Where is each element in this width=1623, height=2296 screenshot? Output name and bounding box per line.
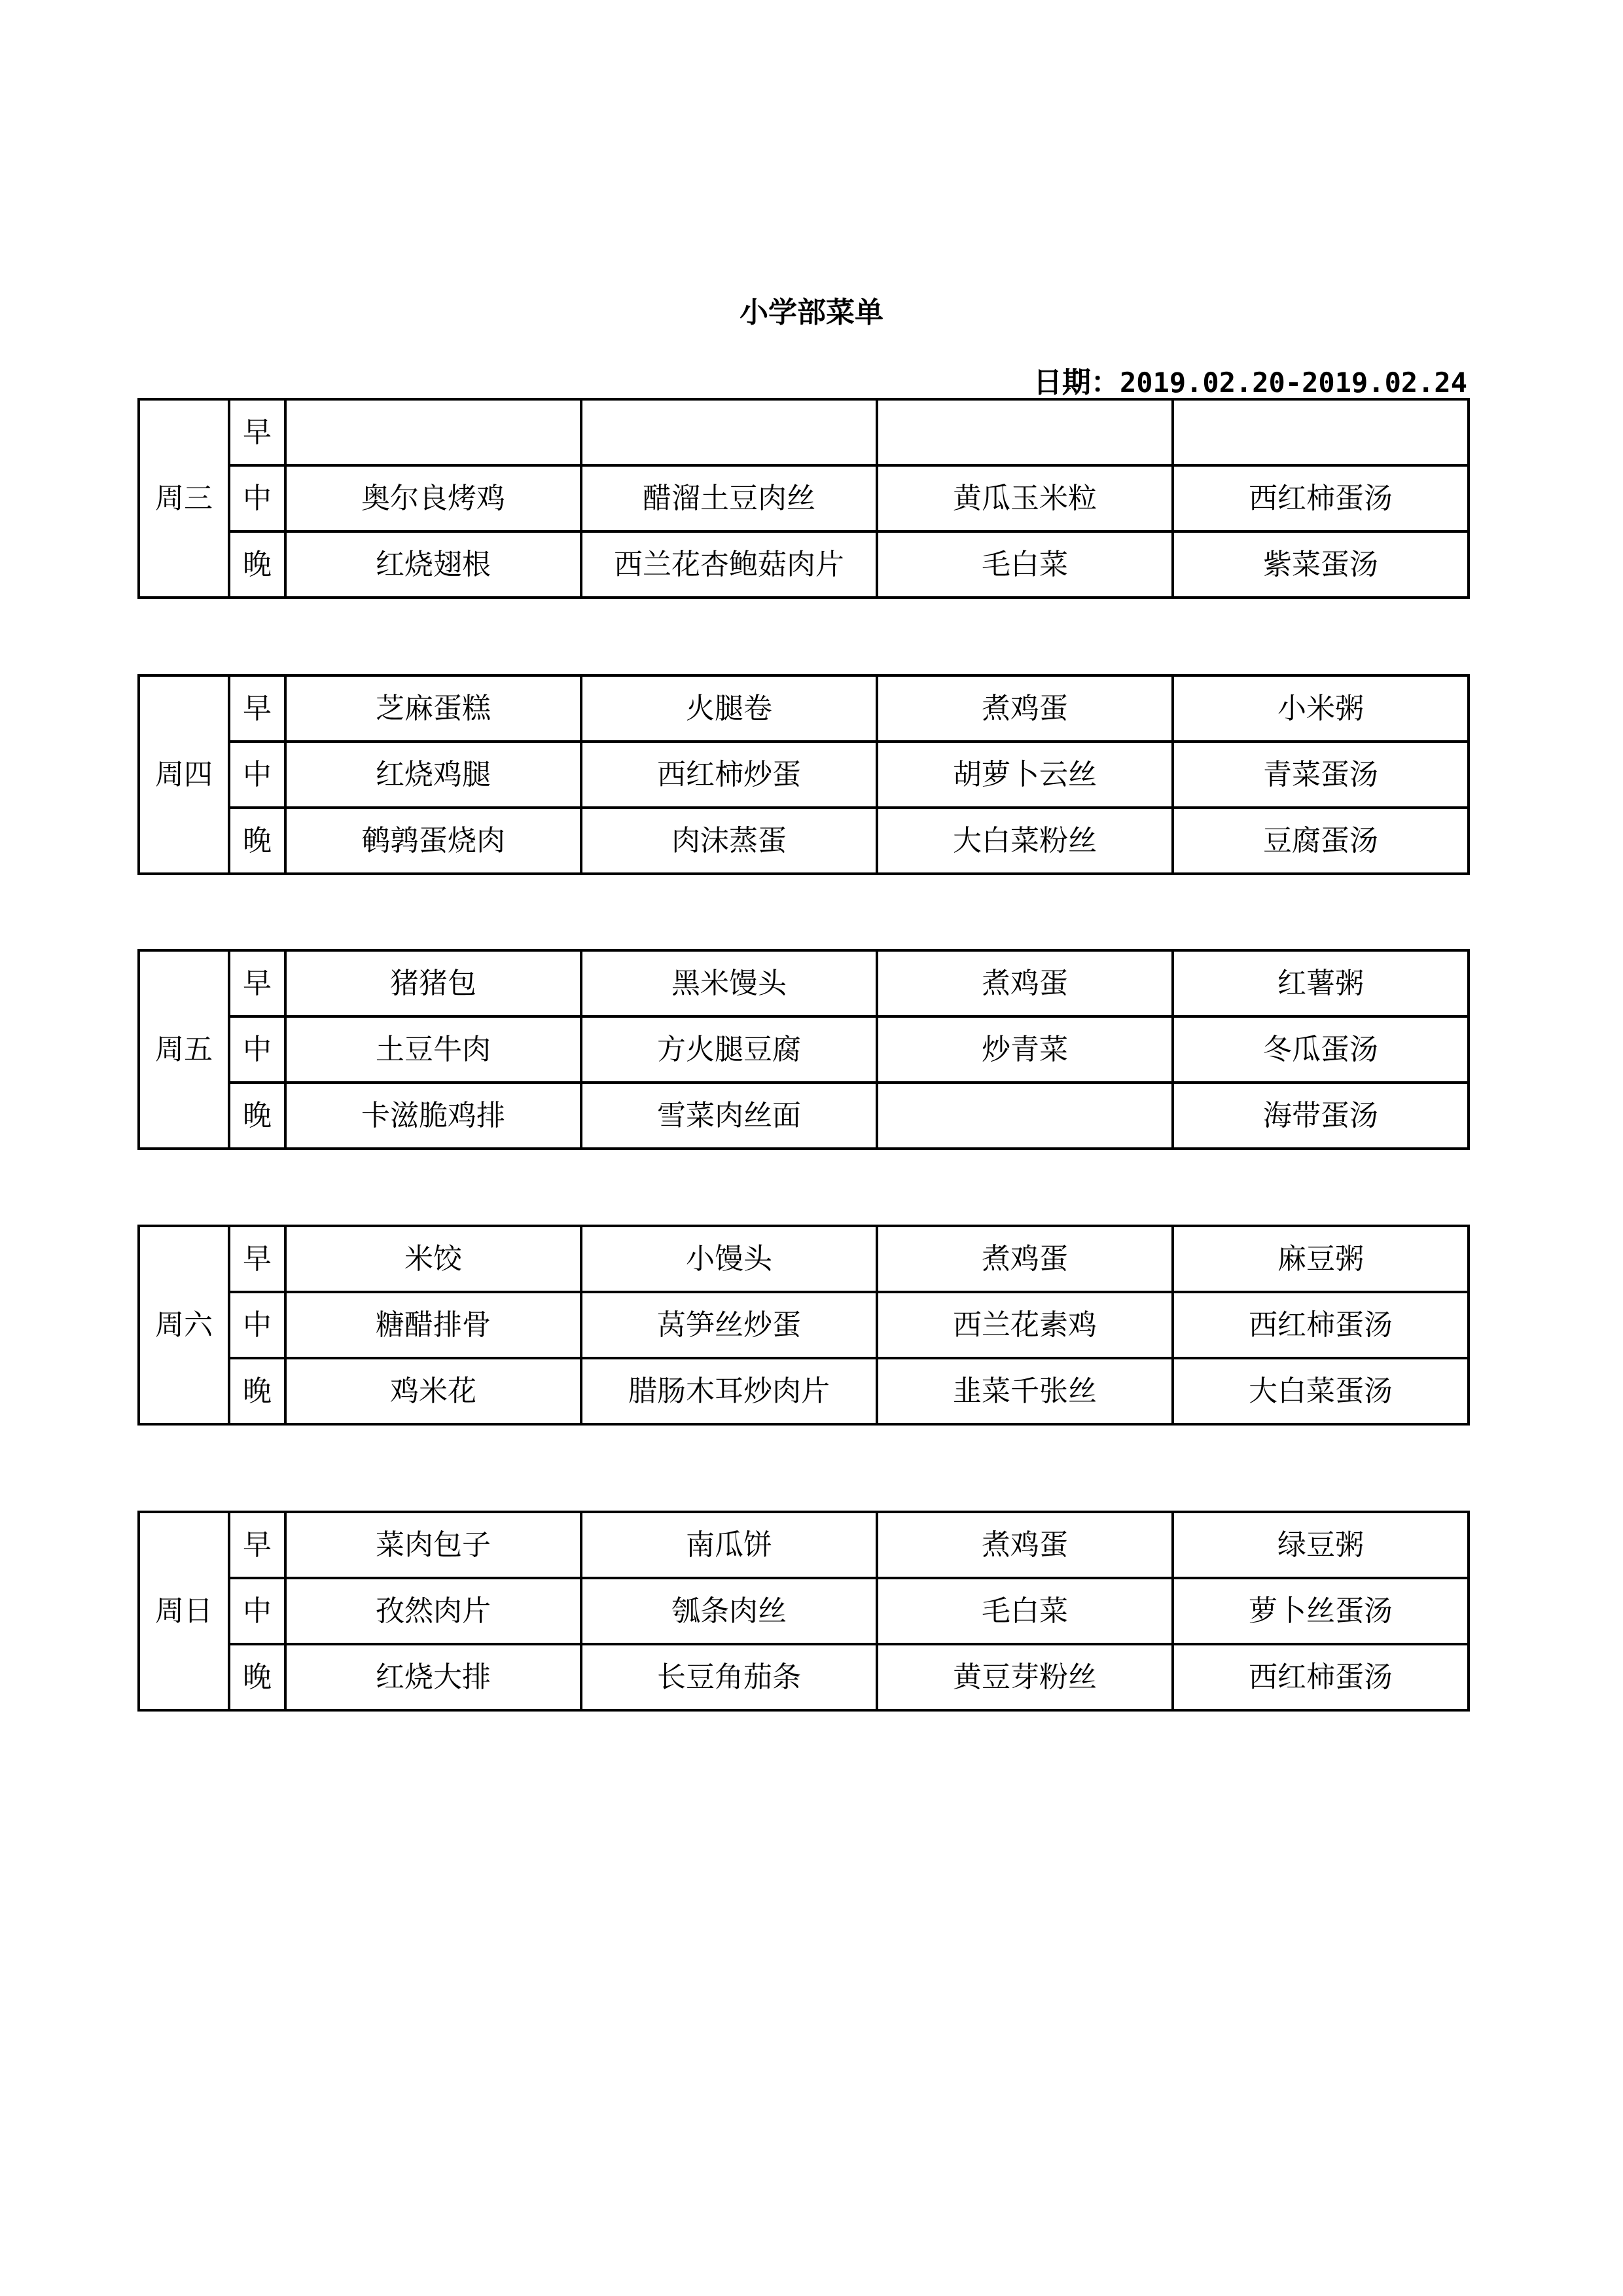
table-row <box>139 465 1469 531</box>
dish-cell: 毛白菜 <box>877 1578 1173 1644</box>
day-cell: 周四 <box>139 675 229 874</box>
dish-cell: 奥尔良烤鸡 <box>285 465 581 531</box>
table-row <box>139 808 1469 874</box>
dish-cell: 红烧翅根 <box>285 531 581 598</box>
meal-cell: 晚 <box>229 531 285 598</box>
dish-cell: 孜然肉片 <box>285 1578 581 1644</box>
dish-cell: 煮鸡蛋 <box>877 1226 1173 1292</box>
dish-cell: 醋溜土豆肉丝 <box>581 465 877 531</box>
meal-cell: 早 <box>229 1226 285 1292</box>
dish-cell: 毛白菜 <box>877 531 1173 598</box>
dish-cell: 火腿卷 <box>581 675 877 742</box>
menu-table-saturday <box>137 1225 1470 1426</box>
dish-cell: 黄豆芽粉丝 <box>877 1644 1173 1710</box>
menu-table-friday <box>137 949 1470 1150</box>
table-row <box>139 675 1469 742</box>
dish-cell: 糖醋排骨 <box>285 1292 581 1358</box>
dish-cell: 莴笋丝炒蛋 <box>581 1292 877 1358</box>
dish-cell: 大白菜蛋汤 <box>1173 1358 1469 1424</box>
dish-cell: 萝卜丝蛋汤 <box>1173 1578 1469 1644</box>
meal-cell: 中 <box>229 465 285 531</box>
dish-cell: 芝麻蛋糕 <box>285 675 581 742</box>
dish-cell <box>1173 399 1469 465</box>
date-value: 2019.02.20-2019.02.24 <box>1119 367 1467 399</box>
dish-cell: 方火腿豆腐 <box>581 1016 877 1083</box>
dish-cell <box>285 399 581 465</box>
day-cell: 周五 <box>139 950 229 1149</box>
dish-cell: 长豆角茄条 <box>581 1644 877 1710</box>
table-row <box>139 1512 1469 1578</box>
dish-cell: 小米粥 <box>1173 675 1469 742</box>
dish-cell: 麻豆粥 <box>1173 1226 1469 1292</box>
dish-cell <box>877 399 1173 465</box>
table-row <box>139 950 1469 1016</box>
dish-cell: 南瓜饼 <box>581 1512 877 1578</box>
dish-cell: 米饺 <box>285 1226 581 1292</box>
dish-cell: 雪菜肉丝面 <box>581 1083 877 1149</box>
dish-cell: 韭菜千张丝 <box>877 1358 1173 1424</box>
table-row <box>139 742 1469 808</box>
dish-cell: 黑米馒头 <box>581 950 877 1016</box>
meal-cell: 晚 <box>229 808 285 874</box>
dish-cell: 大白菜粉丝 <box>877 808 1173 874</box>
table-row <box>139 399 1469 465</box>
dish-cell: 豆腐蛋汤 <box>1173 808 1469 874</box>
menu-table-thursday <box>137 674 1470 875</box>
menu-table-wednesday <box>137 398 1470 599</box>
dish-cell <box>877 1083 1173 1149</box>
dish-cell: 菜肉包子 <box>285 1512 581 1578</box>
dish-cell: 猪猪包 <box>285 950 581 1016</box>
dish-cell: 西兰花杏鲍菇肉片 <box>581 531 877 598</box>
dish-cell: 红烧鸡腿 <box>285 742 581 808</box>
dish-cell: 黄瓜玉米粒 <box>877 465 1173 531</box>
meal-cell: 晚 <box>229 1358 285 1424</box>
dish-cell: 冬瓜蛋汤 <box>1173 1016 1469 1083</box>
day-cell: 周日 <box>139 1512 229 1710</box>
dish-cell: 炒青菜 <box>877 1016 1173 1083</box>
page-title: 小学部菜单 <box>740 296 883 329</box>
dish-cell: 西红柿蛋汤 <box>1173 1292 1469 1358</box>
dish-cell: 胡萝卜云丝 <box>877 742 1173 808</box>
table-row <box>139 531 1469 598</box>
table-row <box>139 1292 1469 1358</box>
table-row <box>139 1578 1469 1644</box>
dish-cell: 西红柿蛋汤 <box>1173 1644 1469 1710</box>
dish-cell: 卡滋脆鸡排 <box>285 1083 581 1149</box>
meal-cell: 中 <box>229 742 285 808</box>
dish-cell: 红烧大排 <box>285 1644 581 1710</box>
date-label: 日期： <box>1033 366 1120 399</box>
dish-cell: 腊肠木耳炒肉片 <box>581 1358 877 1424</box>
meal-cell: 晚 <box>229 1083 285 1149</box>
dish-cell: 海带蛋汤 <box>1173 1083 1469 1149</box>
menu-table-sunday <box>137 1511 1470 1712</box>
table-row <box>139 1016 1469 1083</box>
meal-cell: 中 <box>229 1578 285 1644</box>
dish-cell: 紫菜蛋汤 <box>1173 531 1469 598</box>
dish-cell: 土豆牛肉 <box>285 1016 581 1083</box>
table-row <box>139 1083 1469 1149</box>
day-cell: 周三 <box>139 399 229 598</box>
dish-cell: 煮鸡蛋 <box>877 675 1173 742</box>
dish-cell: 煮鸡蛋 <box>877 1512 1173 1578</box>
dish-cell: 青菜蛋汤 <box>1173 742 1469 808</box>
table-row <box>139 1358 1469 1424</box>
meal-cell: 早 <box>229 675 285 742</box>
dish-cell: 鹌鹑蛋烧肉 <box>285 808 581 874</box>
meal-cell: 晚 <box>229 1644 285 1710</box>
table-row <box>139 1644 1469 1710</box>
dish-cell: 肉沫蒸蛋 <box>581 808 877 874</box>
meal-cell: 早 <box>229 1512 285 1578</box>
dish-cell: 小馒头 <box>581 1226 877 1292</box>
meal-cell: 早 <box>229 399 285 465</box>
dish-cell <box>581 399 877 465</box>
dish-cell: 西兰花素鸡 <box>877 1292 1173 1358</box>
meal-cell: 中 <box>229 1016 285 1083</box>
dish-cell: 瓠条肉丝 <box>581 1578 877 1644</box>
meal-cell: 中 <box>229 1292 285 1358</box>
day-cell: 周六 <box>139 1226 229 1424</box>
dish-cell: 西红柿蛋汤 <box>1173 465 1469 531</box>
date-range <box>1033 363 1467 403</box>
dish-cell: 鸡米花 <box>285 1358 581 1424</box>
dish-cell: 西红柿炒蛋 <box>581 742 877 808</box>
dish-cell: 绿豆粥 <box>1173 1512 1469 1578</box>
dish-cell: 红薯粥 <box>1173 950 1469 1016</box>
table-row <box>139 1226 1469 1292</box>
dish-cell: 煮鸡蛋 <box>877 950 1173 1016</box>
meal-cell: 早 <box>229 950 285 1016</box>
